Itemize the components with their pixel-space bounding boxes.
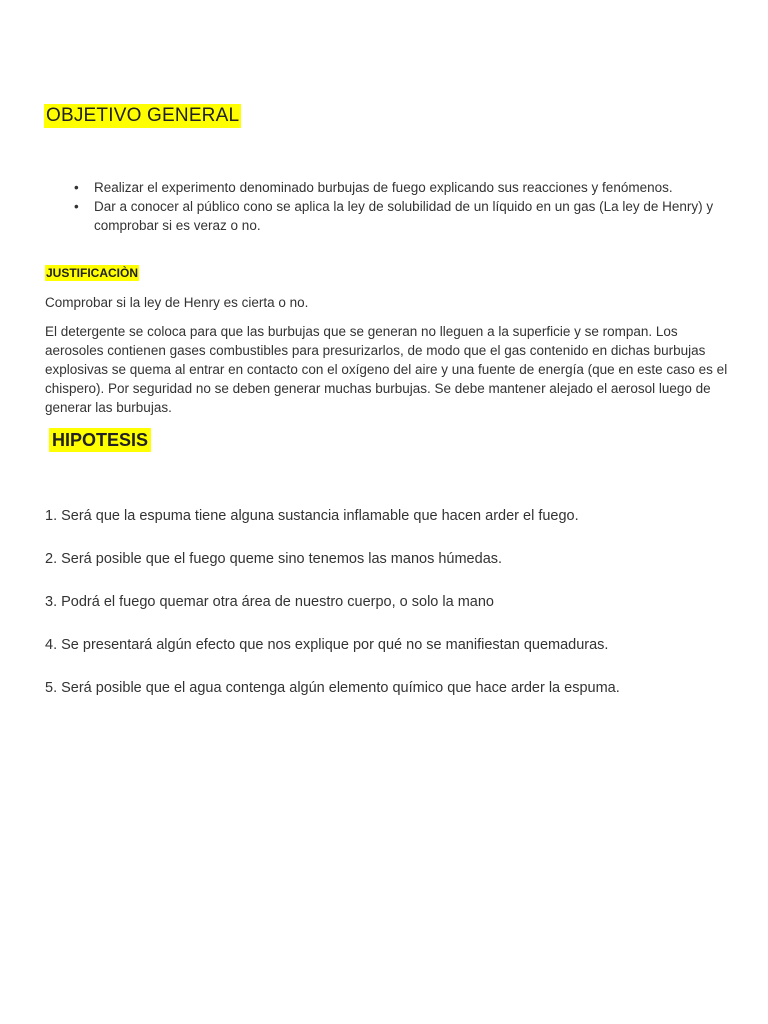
list-item: 3. Podrá el fuego quemar otra área de nuestro cuerpo, o solo la mano [45, 594, 494, 610]
bullet-icon: • [74, 199, 79, 214]
list-item: 1. Será que la espuma tiene alguna sustancia inflamable que hacen arder el fuego. [45, 508, 579, 524]
justificacion-heading: JUSTIFICACIÒN [46, 266, 139, 280]
list-item: 2. Será posible que el fuego queme sino tenemos las manos húmedas. [45, 551, 503, 567]
justificacion-paragraph-2: El detergente se coloca para que las burbujas que se generan no lleguen a la superficie y se rompan. Los aerosoles contienen gases combustibles para presurizarlos, de modo que el gas contenido en dichas burbujas explosivas se quema al entrar en contacto con el oxígeno del aire y una fuente de energía (que en este caso es el chispero). Por seguridad no se deben generar muchas burbujas. Se debe mantener alejado el aerosol luego de generar las burbujas. [45, 324, 728, 415]
list-item [44, 178, 734, 197]
bullet-text: Dar a conocer al público cono se aplica la ley de solubilidad de un líquido en un gas (La ley de Henry) y comprobar si es veraz o no. [94, 199, 714, 233]
bullet-text: Realizar el experimento denominado burbujas de fuego explicando sus reacciones y fenómenos. [94, 180, 673, 195]
hipotesis-heading: HIPOTESIS [49, 428, 151, 452]
list-item: 5. Será posible que el agua contenga algún elemento químico que hace arder la espuma. [45, 680, 620, 696]
objetivo-general-heading: OBJETIVO GENERAL [46, 105, 240, 126]
objetivo-bullet-list [44, 178, 734, 235]
list-item: 4. Se presentará algún efecto que nos explique por qué no se manifiestan quemaduras. [45, 637, 609, 653]
bullet-icon: • [74, 180, 79, 195]
list-item [44, 197, 734, 235]
justificacion-paragraph-1: Comprobar si la ley de Henry es cierta o no. [45, 295, 309, 310]
hipotesis-list [45, 506, 745, 721]
